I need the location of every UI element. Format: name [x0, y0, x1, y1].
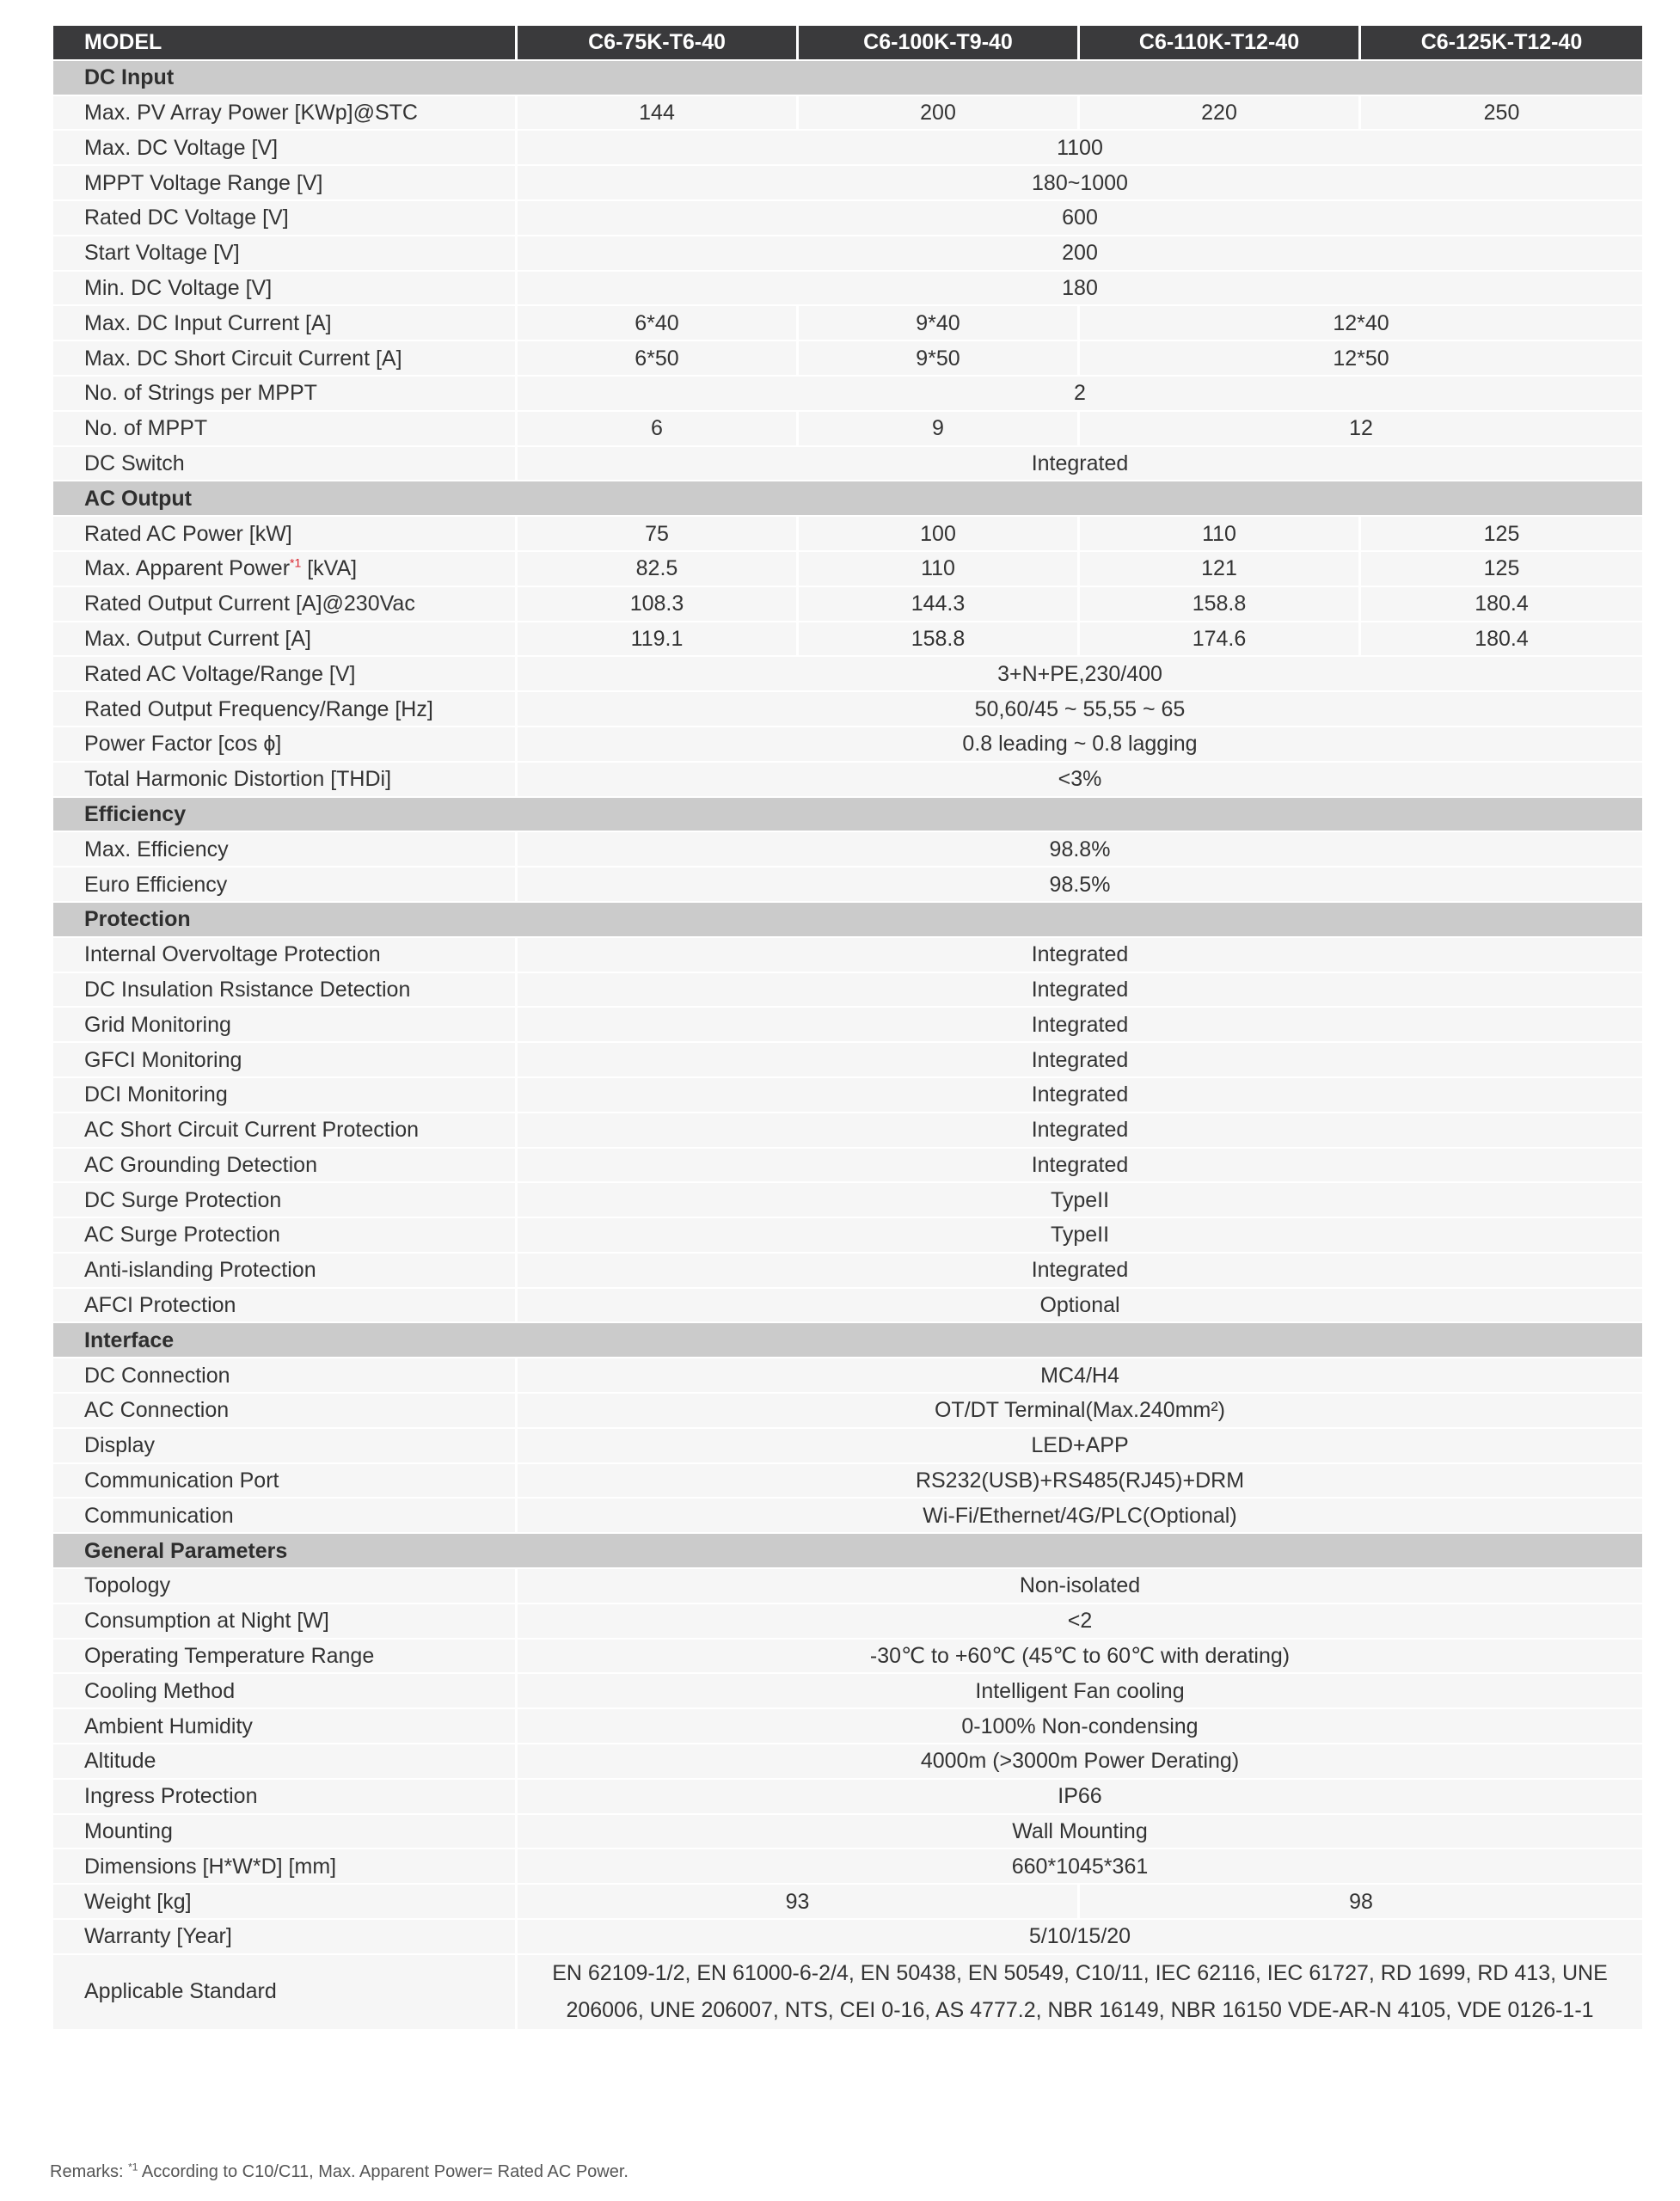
table-row — [53, 377, 1642, 412]
row-label — [53, 1008, 518, 1043]
row-label — [53, 657, 518, 692]
value-cell: OT/DT Terminal(Max.240mm²) — [518, 1394, 1642, 1429]
value-cell: 108.3 — [518, 587, 799, 622]
row-label — [53, 1955, 518, 2031]
value-cell: Non-isolated — [518, 1569, 1642, 1604]
model-column-header: C6-110K-T12-40 — [1080, 26, 1361, 61]
table-row — [53, 1640, 1642, 1675]
row-label-text: Max. DC Voltage [V] — [84, 135, 279, 160]
table-row — [53, 236, 1642, 272]
row-label — [53, 763, 518, 798]
value-cell: 119.1 — [518, 622, 799, 658]
row-label-text: AC Grounding Detection — [84, 1152, 317, 1177]
table-row — [53, 1183, 1642, 1218]
row-label-text: Rated Output Current [A]@230Vac — [84, 592, 415, 616]
row-label-text: Min. DC Voltage [V] — [84, 275, 273, 300]
row-label — [53, 727, 518, 763]
value-cell: TypeII — [518, 1183, 1642, 1218]
table-row — [53, 622, 1642, 658]
row-label-text: Rated DC Voltage [V] — [84, 205, 289, 230]
row-label — [53, 938, 518, 973]
value-cell: 98 — [1080, 1885, 1642, 1920]
table-row — [53, 832, 1642, 868]
table-row — [53, 552, 1642, 587]
value-cell: Integrated — [518, 1008, 1642, 1043]
table-row — [53, 692, 1642, 727]
section-row — [53, 903, 1642, 938]
footnote-marker: *1 — [290, 556, 302, 571]
remarks-text: According to C10/C11, Max. Apparent Power= Rated AC Power. — [138, 2162, 628, 2181]
row-label — [53, 1289, 518, 1324]
value-cell: 144.3 — [799, 587, 1080, 622]
section-title: Protection — [53, 903, 1642, 938]
row-label-text: AC Connection — [84, 1398, 230, 1423]
value-cell: 50,60/45 ~ 55,55 ~ 65 — [518, 692, 1642, 727]
row-label-text: Start Voltage [V] — [84, 241, 240, 266]
value-cell: 110 — [1080, 517, 1361, 552]
row-label-text: Max. Efficiency — [84, 837, 229, 861]
remarks-sup: *1 — [128, 2161, 138, 2173]
value-cell: TypeII — [518, 1218, 1642, 1254]
value-cell: 660*1045*361 — [518, 1849, 1642, 1885]
section-row — [53, 1534, 1642, 1569]
table-row — [53, 1780, 1642, 1815]
model-column-header: C6-125K-T12-40 — [1361, 26, 1642, 61]
row-label — [53, 832, 518, 868]
table-row — [53, 1254, 1642, 1289]
row-label — [53, 1849, 518, 1885]
value-cell: <3% — [518, 763, 1642, 798]
value-cell: 100 — [799, 517, 1080, 552]
value-cell: 121 — [1080, 552, 1361, 587]
spec-body — [53, 61, 1642, 2031]
row-label — [53, 517, 518, 552]
table-row — [53, 341, 1642, 377]
row-label — [53, 1113, 518, 1149]
value-cell: 98.5% — [518, 868, 1642, 903]
row-label — [53, 1780, 518, 1815]
table-row — [53, 1043, 1642, 1078]
row-label-text: Power Factor [cos ϕ] — [84, 732, 282, 757]
row-label-text: MPPT Voltage Range [V] — [84, 170, 323, 195]
table-row — [53, 868, 1642, 903]
row-label — [53, 1709, 518, 1744]
row-label-text: Warranty [Year] — [84, 1924, 232, 1949]
value-cell: 144 — [518, 96, 799, 132]
value-cell: 12 — [1080, 412, 1642, 447]
section-title: General Parameters — [53, 1534, 1642, 1569]
value-cell: 82.5 — [518, 552, 799, 587]
value-cell: 12*50 — [1080, 341, 1642, 377]
value-cell: 12*40 — [1080, 306, 1642, 341]
row-label-text: Anti-islanding Protection — [84, 1258, 316, 1283]
row-label — [53, 587, 518, 622]
row-label — [53, 341, 518, 377]
row-label — [53, 1429, 518, 1464]
table-row — [53, 1218, 1642, 1254]
row-label — [53, 868, 518, 903]
value-cell: 200 — [799, 96, 1080, 132]
row-label-text: Euro Efficiency — [84, 872, 228, 897]
value-cell: 5/10/15/20 — [518, 1920, 1642, 1955]
value-cell: 250 — [1361, 96, 1642, 132]
value-cell: 1100 — [518, 131, 1642, 166]
value-cell: 9 — [799, 412, 1080, 447]
row-label-text: No. of Strings per MPPT — [84, 381, 317, 406]
value-cell: 180.4 — [1361, 587, 1642, 622]
section-title: AC Output — [53, 481, 1642, 517]
row-label-text: Max. DC Short Circuit Current [A] — [84, 346, 402, 371]
row-label — [53, 1569, 518, 1604]
row-label-text: Max. DC Input Current [A] — [84, 310, 332, 335]
model-header: MODEL — [53, 26, 518, 61]
value-cell: 125 — [1361, 517, 1642, 552]
value-cell: 180~1000 — [518, 166, 1642, 201]
table-row — [53, 1499, 1642, 1534]
value-cell: Integrated — [518, 938, 1642, 973]
row-label-text: Weight [kg] — [84, 1889, 192, 1914]
table-row — [53, 272, 1642, 307]
value-cell: RS232(USB)+RS485(RJ45)+DRM — [518, 1464, 1642, 1499]
row-label-text: Max. Output Current [A] — [84, 626, 311, 651]
row-label-text: DC Switch — [84, 451, 185, 475]
row-label-text: Topology — [84, 1573, 171, 1598]
value-cell: 180.4 — [1361, 622, 1642, 658]
value-cell: 93 — [518, 1885, 1080, 1920]
value-cell: 9*40 — [799, 306, 1080, 341]
row-label — [53, 1358, 518, 1394]
value-cell: 158.8 — [1080, 587, 1361, 622]
value-cell: Integrated — [518, 1149, 1642, 1184]
value-cell: 6*40 — [518, 306, 799, 341]
value-cell: 6 — [518, 412, 799, 447]
row-label — [53, 1078, 518, 1113]
value-cell: -30℃ to +60℃ (45℃ to 60℃ with derating) — [518, 1640, 1642, 1675]
table-row — [53, 938, 1642, 973]
row-label-text: DC Surge Protection — [84, 1187, 282, 1212]
table-row — [53, 306, 1642, 341]
table-row — [53, 1464, 1642, 1499]
row-label-text: Cooling Method — [84, 1678, 236, 1703]
header-row — [53, 26, 1642, 61]
table-row — [53, 1674, 1642, 1709]
row-label — [53, 447, 518, 482]
row-label-text: Mounting — [84, 1819, 173, 1844]
row-label — [53, 1744, 518, 1780]
value-cell: Wall Mounting — [518, 1815, 1642, 1850]
row-label — [53, 306, 518, 341]
table-row — [53, 1744, 1642, 1780]
table-row — [53, 1078, 1642, 1113]
row-label — [53, 1464, 518, 1499]
value-cell: 220 — [1080, 96, 1361, 132]
row-label-text: Max. PV Array Power [KWp]@STC — [84, 100, 418, 125]
row-label-text: Operating Temperature Range — [84, 1644, 375, 1669]
row-label — [53, 412, 518, 447]
table-row — [53, 1849, 1642, 1885]
value-cell: 9*50 — [799, 341, 1080, 377]
table-row — [53, 447, 1642, 482]
value-cell: 200 — [518, 236, 1642, 272]
table-row — [53, 1394, 1642, 1429]
row-label — [53, 1885, 518, 1920]
value-cell: 3+N+PE,230/400 — [518, 657, 1642, 692]
row-label — [53, 1218, 518, 1254]
row-label — [53, 272, 518, 307]
table-row — [53, 166, 1642, 201]
section-row — [53, 1323, 1642, 1358]
table-row — [53, 1429, 1642, 1464]
row-label-text: Max. Apparent Power — [84, 556, 291, 581]
value-cell: Integrated — [518, 1254, 1642, 1289]
row-label-text: Applicable Standard — [84, 1979, 277, 2004]
row-label-text: Altitude — [84, 1749, 156, 1774]
row-label-text: AFCI Protection — [84, 1293, 236, 1318]
row-label — [53, 1149, 518, 1184]
row-label — [53, 622, 518, 658]
model-column-header: C6-100K-T9-40 — [799, 26, 1080, 61]
row-label-text: Rated AC Power [kW] — [84, 521, 292, 546]
table-row — [53, 763, 1642, 798]
value-cell: 4000m (>3000m Power Derating) — [518, 1744, 1642, 1780]
value-cell: 110 — [799, 552, 1080, 587]
value-cell: 158.8 — [799, 622, 1080, 658]
row-label-text: Ambient Humidity — [84, 1714, 253, 1738]
row-label-text: DCI Monitoring — [84, 1082, 228, 1107]
row-label-text: Communication Port — [84, 1468, 279, 1493]
row-label — [53, 1920, 518, 1955]
row-label — [53, 1674, 518, 1709]
value-cell: 6*50 — [518, 341, 799, 377]
table-row — [53, 1149, 1642, 1184]
row-label — [53, 166, 518, 201]
row-label — [53, 1254, 518, 1289]
table-row — [53, 587, 1642, 622]
row-label — [53, 131, 518, 166]
value-cell: Integrated — [518, 1113, 1642, 1149]
row-label — [53, 1815, 518, 1850]
table-row — [53, 1955, 1642, 2031]
row-label — [53, 377, 518, 412]
section-row — [53, 481, 1642, 517]
row-label — [53, 1394, 518, 1429]
row-label-text: DC Insulation Rsistance Detection — [84, 977, 411, 1002]
row-label — [53, 1499, 518, 1534]
value-cell: IP66 — [518, 1780, 1642, 1815]
remarks-prefix: Remarks: — [50, 2162, 129, 2181]
value-cell: Integrated — [518, 973, 1642, 1009]
row-label — [53, 1640, 518, 1675]
value-cell: 0-100% Non-condensing — [518, 1709, 1642, 1744]
table-row — [53, 1920, 1642, 1955]
row-label-text: Ingress Protection — [84, 1784, 258, 1809]
model-column-header: C6-75K-T6-40 — [518, 26, 799, 61]
table-row — [53, 1569, 1642, 1604]
row-label — [53, 973, 518, 1009]
table-row — [53, 727, 1642, 763]
value-cell: 600 — [518, 201, 1642, 236]
row-label-text: Total Harmonic Distortion [THDi] — [84, 767, 392, 792]
row-label-text: Rated Output Frequency/Range [Hz] — [84, 696, 433, 721]
table-row — [53, 973, 1642, 1009]
row-label-text: GFCI Monitoring — [84, 1047, 242, 1072]
row-label — [53, 236, 518, 272]
table-row — [53, 1604, 1642, 1640]
row-label — [53, 96, 518, 132]
table-row — [53, 517, 1642, 552]
value-cell: 125 — [1361, 552, 1642, 587]
table-row — [53, 412, 1642, 447]
row-label-suffix: [kVA] — [301, 556, 358, 581]
row-label-text: Dimensions [H*W*D] [mm] — [84, 1854, 337, 1879]
value-cell: Intelligent Fan cooling — [518, 1674, 1642, 1709]
table-row — [53, 657, 1642, 692]
remarks-footnote — [50, 2162, 628, 2182]
value-cell: 75 — [518, 517, 799, 552]
spec-table — [53, 26, 1642, 2031]
value-cell: 0.8 leading ~ 0.8 lagging — [518, 727, 1642, 763]
row-label — [53, 1183, 518, 1218]
value-cell: 174.6 — [1080, 622, 1361, 658]
table-row — [53, 1008, 1642, 1043]
row-label-text: AC Short Circuit Current Protection — [84, 1118, 420, 1143]
row-label-text: Internal Overvoltage Protection — [84, 942, 381, 967]
row-label — [53, 1604, 518, 1640]
table-row — [53, 1289, 1642, 1324]
row-label-text: DC Connection — [84, 1363, 230, 1388]
value-cell: Integrated — [518, 1043, 1642, 1078]
section-title: Interface — [53, 1323, 1642, 1358]
table-row — [53, 1709, 1642, 1744]
row-label-text: Rated AC Voltage/Range [V] — [84, 661, 356, 686]
value-cell: Integrated — [518, 1078, 1642, 1113]
table-row — [53, 96, 1642, 132]
value-cell: Integrated — [518, 447, 1642, 482]
value-cell: LED+APP — [518, 1429, 1642, 1464]
section-title: DC Input — [53, 61, 1642, 96]
row-label — [53, 692, 518, 727]
value-cell: <2 — [518, 1604, 1642, 1640]
table-row — [53, 1885, 1642, 1920]
section-title: Efficiency — [53, 798, 1642, 833]
value-cell: 98.8% — [518, 832, 1642, 868]
section-row — [53, 798, 1642, 833]
section-row — [53, 61, 1642, 96]
row-label-text: No. of MPPT — [84, 416, 208, 441]
row-label-text: Consumption at Night [W] — [84, 1609, 329, 1634]
table-row — [53, 131, 1642, 166]
row-label-text: Display — [84, 1433, 155, 1458]
table-row — [53, 201, 1642, 236]
value-cell: 2 — [518, 377, 1642, 412]
value-cell: MC4/H4 — [518, 1358, 1642, 1394]
value-cell: Wi-Fi/Ethernet/4G/PLC(Optional) — [518, 1499, 1642, 1534]
row-label-text: AC Surge Protection — [84, 1223, 280, 1248]
value-cell: Optional — [518, 1289, 1642, 1324]
table-row — [53, 1113, 1642, 1149]
value-cell: EN 62109-1/2, EN 61000-6-2/4, EN 50438, EN 50549, C10/11, IEC 62116, IEC 61727, RD 1699, RD 413, UNE 206006, UNE 206007, NTS, CEI 0-16, AS 4777.2, NBR 16149, NBR 16150 VDE-AR-N 4105, VDE 0126-1-1 — [518, 1955, 1642, 2031]
table-row — [53, 1815, 1642, 1850]
value-cell: 180 — [518, 272, 1642, 307]
row-label — [53, 552, 518, 587]
row-label-text: Grid Monitoring — [84, 1012, 231, 1037]
row-label — [53, 1043, 518, 1078]
row-label — [53, 201, 518, 236]
table-row — [53, 1358, 1642, 1394]
row-label-text: Communication — [84, 1503, 234, 1528]
